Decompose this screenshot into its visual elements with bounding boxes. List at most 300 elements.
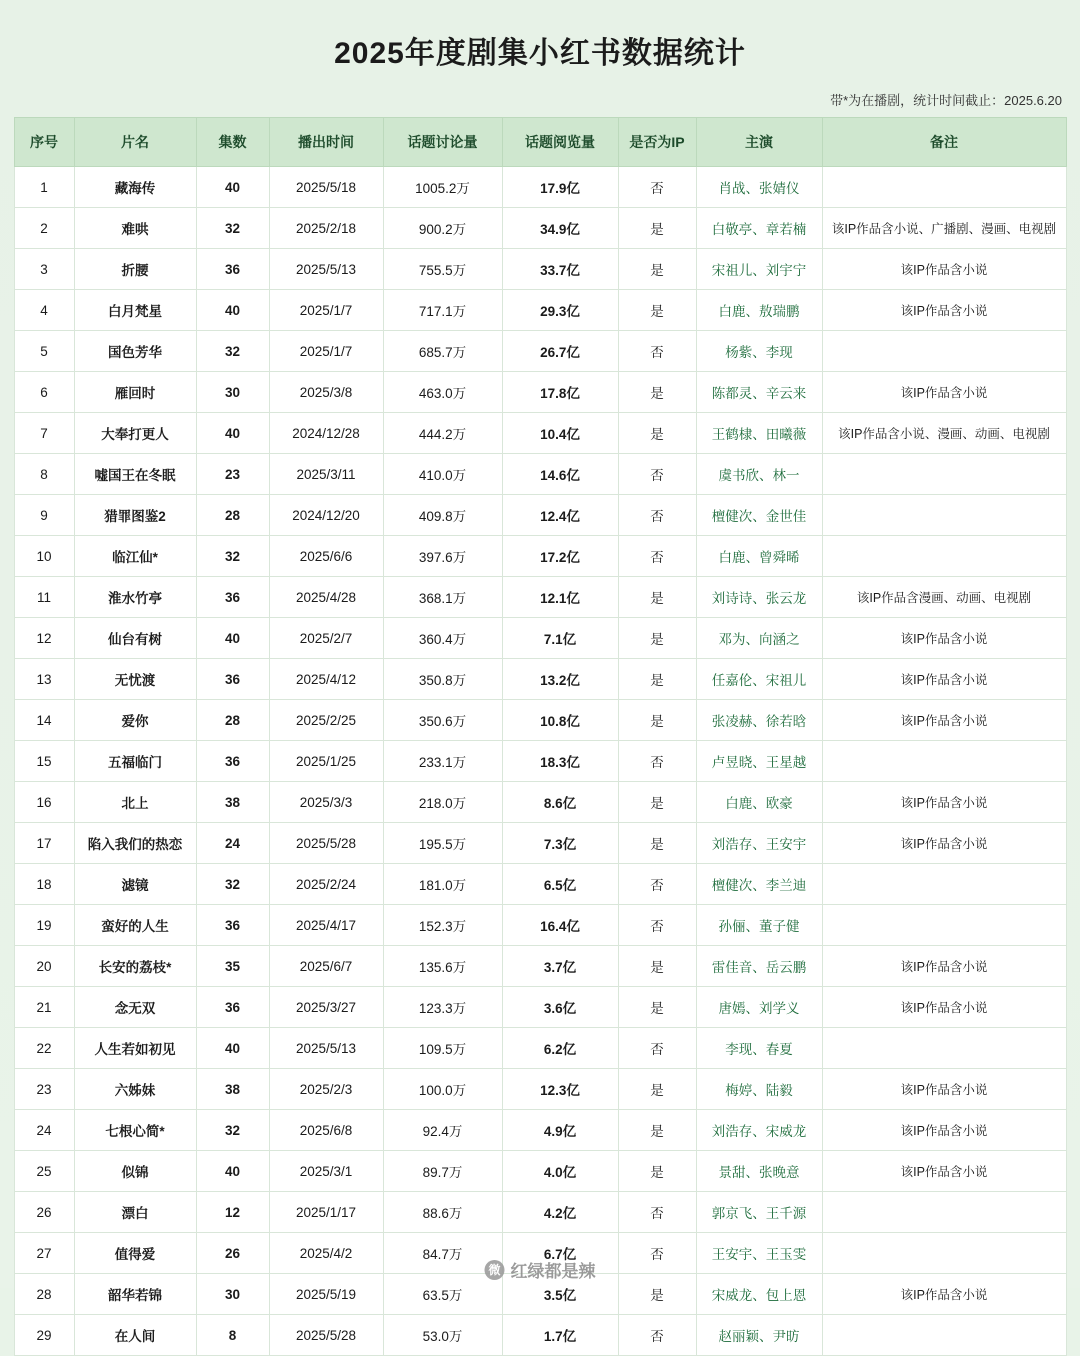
cell-discussions: 368.1万 [383,577,502,618]
watermark-label: 红绿都是辣 [510,1262,596,1281]
cell-airdate: 2025/5/28 [269,823,383,864]
cell-discussions: 350.8万 [383,659,502,700]
cell-discussions: 109.5万 [383,1028,502,1069]
cell-views: 6.2亿 [502,1028,618,1069]
cell-index: 13 [14,659,74,700]
cell-airdate: 2025/1/7 [269,290,383,331]
cell-discussions: 218.0万 [383,782,502,823]
cell-discussions: 409.8万 [383,495,502,536]
cell-episodes: 38 [196,1069,269,1110]
cell-cast: 檀健次、李兰迪 [696,864,822,905]
cell-episodes: 40 [196,413,269,454]
cell-discussions: 900.2万 [383,208,502,249]
cell-airdate: 2025/2/7 [269,618,383,659]
column-header-index: 序号 [14,118,74,167]
cell-views: 29.3亿 [502,290,618,331]
cell-discussions: 717.1万 [383,290,502,331]
page-title: 2025年度剧集小红书数据统计 [334,37,746,70]
cell-remarks [822,331,1066,372]
cell-episodes: 30 [196,372,269,413]
cell-episodes: 40 [196,618,269,659]
cell-discussions: 685.7万 [383,331,502,372]
cell-episodes: 40 [196,1028,269,1069]
cell-title: 藏海传 [74,167,196,208]
cell-airdate: 2025/4/28 [269,577,383,618]
cell-episodes: 36 [196,577,269,618]
cell-views: 17.9亿 [502,167,618,208]
cell-index: 29 [14,1315,74,1356]
cell-airdate: 2025/3/3 [269,782,383,823]
cell-views: 8.6亿 [502,782,618,823]
cell-remarks: 该IP作品含小说 [822,700,1066,741]
cell-remarks: 该IP作品含小说、漫画、动画、电视剧 [822,413,1066,454]
cell-is-ip: 是 [618,659,696,700]
column-header-cast: 主演 [696,118,822,167]
cell-index: 22 [14,1028,74,1069]
cell-discussions: 360.4万 [383,618,502,659]
cell-airdate: 2025/6/7 [269,946,383,987]
cell-cast: 刘诗诗、张云龙 [696,577,822,618]
cell-cast: 白敬亭、章若楠 [696,208,822,249]
column-header-remarks: 备注 [822,118,1066,167]
cell-is-ip: 否 [618,536,696,577]
cell-airdate: 2025/5/18 [269,167,383,208]
column-header-title: 片名 [74,118,196,167]
cell-views: 6.7亿 [502,1233,618,1274]
cell-remarks: 该IP作品含漫画、动画、电视剧 [822,577,1066,618]
cell-index: 15 [14,741,74,782]
table-row [14,413,1066,454]
drama-statistics-table [14,117,1067,1356]
cell-cast: 张凌赫、徐若晗 [696,700,822,741]
cell-title: 在人间 [74,1315,196,1356]
cell-index: 3 [14,249,74,290]
cell-discussions: 350.6万 [383,700,502,741]
cell-title: 陷入我们的热恋 [74,823,196,864]
cell-remarks [822,864,1066,905]
cell-episodes: 24 [196,823,269,864]
table-row [14,249,1066,290]
cell-airdate: 2025/4/2 [269,1233,383,1274]
cell-title: 雁回时 [74,372,196,413]
cell-cast: 雷佳音、岳云鹏 [696,946,822,987]
cell-cast: 白鹿、曾舜晞 [696,536,822,577]
cell-is-ip: 否 [618,454,696,495]
cell-index: 4 [14,290,74,331]
cell-airdate: 2025/5/13 [269,249,383,290]
cell-title: 爱你 [74,700,196,741]
cell-remarks [822,167,1066,208]
cell-discussions: 88.6万 [383,1192,502,1233]
cell-title: 六姊妹 [74,1069,196,1110]
cell-episodes: 30 [196,1274,269,1315]
cell-cast: 邓为、向涵之 [696,618,822,659]
cell-discussions: 1005.2万 [383,167,502,208]
cell-remarks: 该IP作品含小说 [822,249,1066,290]
cell-episodes: 35 [196,946,269,987]
table-row [14,864,1066,905]
cell-is-ip: 否 [618,864,696,905]
cell-remarks [822,1233,1066,1274]
cell-is-ip: 是 [618,372,696,413]
table-row [14,782,1066,823]
cell-cast: 唐嫣、刘学义 [696,987,822,1028]
cell-title: 蛮好的人生 [74,905,196,946]
cell-views: 3.6亿 [502,987,618,1028]
cell-title: 滤镜 [74,864,196,905]
cell-airdate: 2025/4/17 [269,905,383,946]
cell-is-ip: 否 [618,905,696,946]
cell-is-ip: 是 [618,618,696,659]
cell-episodes: 36 [196,249,269,290]
cell-remarks: 该IP作品含小说 [822,290,1066,331]
cell-views: 1.7亿 [502,1315,618,1356]
cell-index: 12 [14,618,74,659]
cell-episodes: 40 [196,1151,269,1192]
cell-remarks: 该IP作品含小说 [822,372,1066,413]
cell-views: 17.8亿 [502,372,618,413]
cell-discussions: 195.5万 [383,823,502,864]
cell-discussions: 92.4万 [383,1110,502,1151]
cell-views: 3.7亿 [502,946,618,987]
table-row [14,905,1066,946]
column-header-episodes: 集数 [196,118,269,167]
cell-title: 人生若如初见 [74,1028,196,1069]
cell-views: 34.9亿 [502,208,618,249]
cell-is-ip: 否 [618,167,696,208]
cell-views: 33.7亿 [502,249,618,290]
cell-remarks: 该IP作品含小说 [822,823,1066,864]
cell-airdate: 2025/2/3 [269,1069,383,1110]
cell-is-ip: 是 [618,208,696,249]
cell-remarks: 该IP作品含小说 [822,987,1066,1028]
table-row [14,577,1066,618]
cell-index: 8 [14,454,74,495]
cell-views: 4.0亿 [502,1151,618,1192]
cell-cast: 赵丽颖、尹昉 [696,1315,822,1356]
table-row [14,700,1066,741]
table-row [14,495,1066,536]
table-row [14,618,1066,659]
cell-title: 七根心简* [74,1110,196,1151]
cell-discussions: 123.3万 [383,987,502,1028]
cell-remarks: 该IP作品含小说 [822,1274,1066,1315]
cell-index: 7 [14,413,74,454]
cell-index: 6 [14,372,74,413]
cell-airdate: 2025/2/18 [269,208,383,249]
cell-episodes: 28 [196,700,269,741]
cell-cast: 白鹿、敖瑞鹏 [696,290,822,331]
cell-is-ip: 是 [618,413,696,454]
cell-title: 念无双 [74,987,196,1028]
table-row [14,454,1066,495]
cell-discussions: 463.0万 [383,372,502,413]
cell-title: 大奉打更人 [74,413,196,454]
cell-episodes: 26 [196,1233,269,1274]
cell-cast: 刘浩存、王安宇 [696,823,822,864]
table-row [14,1110,1066,1151]
cell-remarks [822,536,1066,577]
cell-discussions: 444.2万 [383,413,502,454]
cell-index: 14 [14,700,74,741]
column-header-discussions: 话题讨论量 [383,118,502,167]
cell-index: 17 [14,823,74,864]
table-row [14,372,1066,413]
cell-cast: 李现、春夏 [696,1028,822,1069]
cell-discussions: 410.0万 [383,454,502,495]
table-body [14,167,1066,1356]
table-row [14,1192,1066,1233]
cell-episodes: 23 [196,454,269,495]
cell-cast: 梅婷、陆毅 [696,1069,822,1110]
table-row [14,946,1066,987]
cell-remarks: 该IP作品含小说 [822,618,1066,659]
cell-is-ip: 否 [618,1315,696,1356]
cell-index: 19 [14,905,74,946]
cell-remarks: 该IP作品含小说 [822,1110,1066,1151]
cell-discussions: 233.1万 [383,741,502,782]
cell-index: 9 [14,495,74,536]
cell-discussions: 152.3万 [383,905,502,946]
cell-is-ip: 是 [618,987,696,1028]
cell-episodes: 38 [196,782,269,823]
table-row [14,1274,1066,1315]
cell-title: 国色芳华 [74,331,196,372]
cell-views: 13.2亿 [502,659,618,700]
cell-index: 2 [14,208,74,249]
cell-views: 16.4亿 [502,905,618,946]
cell-views: 7.1亿 [502,618,618,659]
cell-airdate: 2025/1/17 [269,1192,383,1233]
cell-views: 4.2亿 [502,1192,618,1233]
table-row [14,1028,1066,1069]
cell-airdate: 2025/5/19 [269,1274,383,1315]
cell-remarks [822,905,1066,946]
cell-is-ip: 是 [618,1151,696,1192]
column-header-views: 话题阅览量 [502,118,618,167]
cell-cast: 杨紫、李现 [696,331,822,372]
cell-cast: 肖战、张婧仪 [696,167,822,208]
table-row [14,331,1066,372]
cell-views: 7.3亿 [502,823,618,864]
cell-discussions: 397.6万 [383,536,502,577]
cell-remarks [822,1192,1066,1233]
cell-is-ip: 是 [618,823,696,864]
cell-episodes: 32 [196,536,269,577]
cell-is-ip: 否 [618,495,696,536]
cell-remarks [822,1028,1066,1069]
cell-title: 漂白 [74,1192,196,1233]
cell-cast: 陈都灵、辛云来 [696,372,822,413]
cell-cast: 虞书欣、林一 [696,454,822,495]
cell-is-ip: 否 [618,1192,696,1233]
cell-is-ip: 是 [618,290,696,331]
cell-views: 4.9亿 [502,1110,618,1151]
cell-discussions: 89.7万 [383,1151,502,1192]
cell-remarks: 该IP作品含小说 [822,782,1066,823]
cell-index: 5 [14,331,74,372]
cell-episodes: 12 [196,1192,269,1233]
cell-index: 11 [14,577,74,618]
statistics-note: 带*为在播剧，统计时间截止：2025.6.20 [830,93,1062,108]
cell-discussions: 53.0万 [383,1315,502,1356]
table-row [14,1151,1066,1192]
cell-views: 17.2亿 [502,536,618,577]
cell-index: 18 [14,864,74,905]
table-row [14,1233,1066,1274]
cell-is-ip: 是 [618,577,696,618]
cell-remarks: 该IP作品含小说、广播剧、漫画、电视剧 [822,208,1066,249]
cell-cast: 郭京飞、王千源 [696,1192,822,1233]
cell-index: 27 [14,1233,74,1274]
cell-airdate: 2025/1/25 [269,741,383,782]
table-row [14,741,1066,782]
cell-airdate: 2025/1/7 [269,331,383,372]
cell-episodes: 40 [196,290,269,331]
cell-index: 28 [14,1274,74,1315]
cell-index: 20 [14,946,74,987]
cell-is-ip: 否 [618,331,696,372]
cell-airdate: 2024/12/28 [269,413,383,454]
cell-episodes: 32 [196,331,269,372]
cell-index: 26 [14,1192,74,1233]
cell-airdate: 2024/12/20 [269,495,383,536]
cell-airdate: 2025/6/8 [269,1110,383,1151]
cell-title: 嘘国王在冬眠 [74,454,196,495]
cell-is-ip: 否 [618,1028,696,1069]
cell-episodes: 36 [196,987,269,1028]
table-row [14,536,1066,577]
table-row [14,1069,1066,1110]
table-row [14,290,1066,331]
cell-title: 折腰 [74,249,196,290]
cell-episodes: 32 [196,1110,269,1151]
table-row [14,659,1066,700]
cell-cast: 檀健次、金世佳 [696,495,822,536]
cell-views: 3.5亿 [502,1274,618,1315]
cell-views: 10.4亿 [502,413,618,454]
cell-title: 难哄 [74,208,196,249]
cell-views: 14.6亿 [502,454,618,495]
cell-cast: 任嘉伦、宋祖儿 [696,659,822,700]
cell-airdate: 2025/3/27 [269,987,383,1028]
cell-title: 无忧渡 [74,659,196,700]
cell-discussions: 181.0万 [383,864,502,905]
cell-remarks: 该IP作品含小说 [822,659,1066,700]
table-row [14,987,1066,1028]
cell-airdate: 2025/4/12 [269,659,383,700]
cell-episodes: 32 [196,208,269,249]
cell-airdate: 2025/5/13 [269,1028,383,1069]
cell-title: 长安的荔枝* [74,946,196,987]
cell-is-ip: 是 [618,249,696,290]
cell-title: 白月梵星 [74,290,196,331]
cell-index: 25 [14,1151,74,1192]
cell-airdate: 2025/3/1 [269,1151,383,1192]
cell-remarks [822,1315,1066,1356]
cell-remarks: 该IP作品含小说 [822,946,1066,987]
cell-cast: 刘浩存、宋威龙 [696,1110,822,1151]
cell-cast: 宋威龙、包上恩 [696,1274,822,1315]
cell-index: 10 [14,536,74,577]
cell-cast: 卢昱晓、王星越 [696,741,822,782]
cell-is-ip: 是 [618,1110,696,1151]
table-header-row [14,118,1066,167]
cell-episodes: 40 [196,167,269,208]
weibo-logo-icon: 微 [485,1260,505,1280]
cell-index: 23 [14,1069,74,1110]
cell-episodes: 32 [196,864,269,905]
cell-index: 16 [14,782,74,823]
cell-remarks: 该IP作品含小说 [822,1151,1066,1192]
cell-title: 北上 [74,782,196,823]
cell-views: 12.3亿 [502,1069,618,1110]
cell-is-ip: 是 [618,782,696,823]
column-header-airdate: 播出时间 [269,118,383,167]
cell-is-ip: 是 [618,700,696,741]
cell-is-ip: 是 [618,946,696,987]
cell-cast: 孙俪、董子健 [696,905,822,946]
cell-title: 仙台有树 [74,618,196,659]
cell-discussions: 84.7万 [383,1233,502,1274]
cell-views: 6.5亿 [502,864,618,905]
cell-airdate: 2025/6/6 [269,536,383,577]
cell-index: 24 [14,1110,74,1151]
cell-views: 10.8亿 [502,700,618,741]
cell-episodes: 28 [196,495,269,536]
cell-airdate: 2025/2/24 [269,864,383,905]
cell-index: 1 [14,167,74,208]
cell-is-ip: 是 [618,1069,696,1110]
cell-episodes: 36 [196,659,269,700]
cell-cast: 景甜、张晚意 [696,1151,822,1192]
cell-views: 12.4亿 [502,495,618,536]
cell-is-ip: 否 [618,741,696,782]
cell-remarks [822,741,1066,782]
cell-airdate: 2025/3/8 [269,372,383,413]
cell-cast: 王鹤棣、田曦薇 [696,413,822,454]
cell-index: 21 [14,987,74,1028]
cell-is-ip: 是 [618,1274,696,1315]
cell-title: 淮水竹亭 [74,577,196,618]
cell-is-ip: 否 [618,1233,696,1274]
cell-episodes: 8 [196,1315,269,1356]
cell-episodes: 36 [196,905,269,946]
cell-remarks [822,454,1066,495]
cell-title: 猎罪图鉴2 [74,495,196,536]
cell-airdate: 2025/3/11 [269,454,383,495]
cell-airdate: 2025/5/28 [269,1315,383,1356]
cell-title: 五福临门 [74,741,196,782]
cell-discussions: 63.5万 [383,1274,502,1315]
cell-episodes: 36 [196,741,269,782]
cell-remarks [822,495,1066,536]
cell-views: 12.1亿 [502,577,618,618]
table-row [14,167,1066,208]
cell-cast: 白鹿、欧豪 [696,782,822,823]
column-header-is-ip: 是否为IP [618,118,696,167]
cell-views: 26.7亿 [502,331,618,372]
table-row [14,208,1066,249]
cell-title: 似锦 [74,1151,196,1192]
cell-remarks: 该IP作品含小说 [822,1069,1066,1110]
cell-title: 临江仙* [74,536,196,577]
cell-discussions: 755.5万 [383,249,502,290]
cell-title: 值得爱 [74,1233,196,1274]
cell-discussions: 100.0万 [383,1069,502,1110]
table-header [14,118,1066,167]
cell-cast: 王安宇、王玉雯 [696,1233,822,1274]
